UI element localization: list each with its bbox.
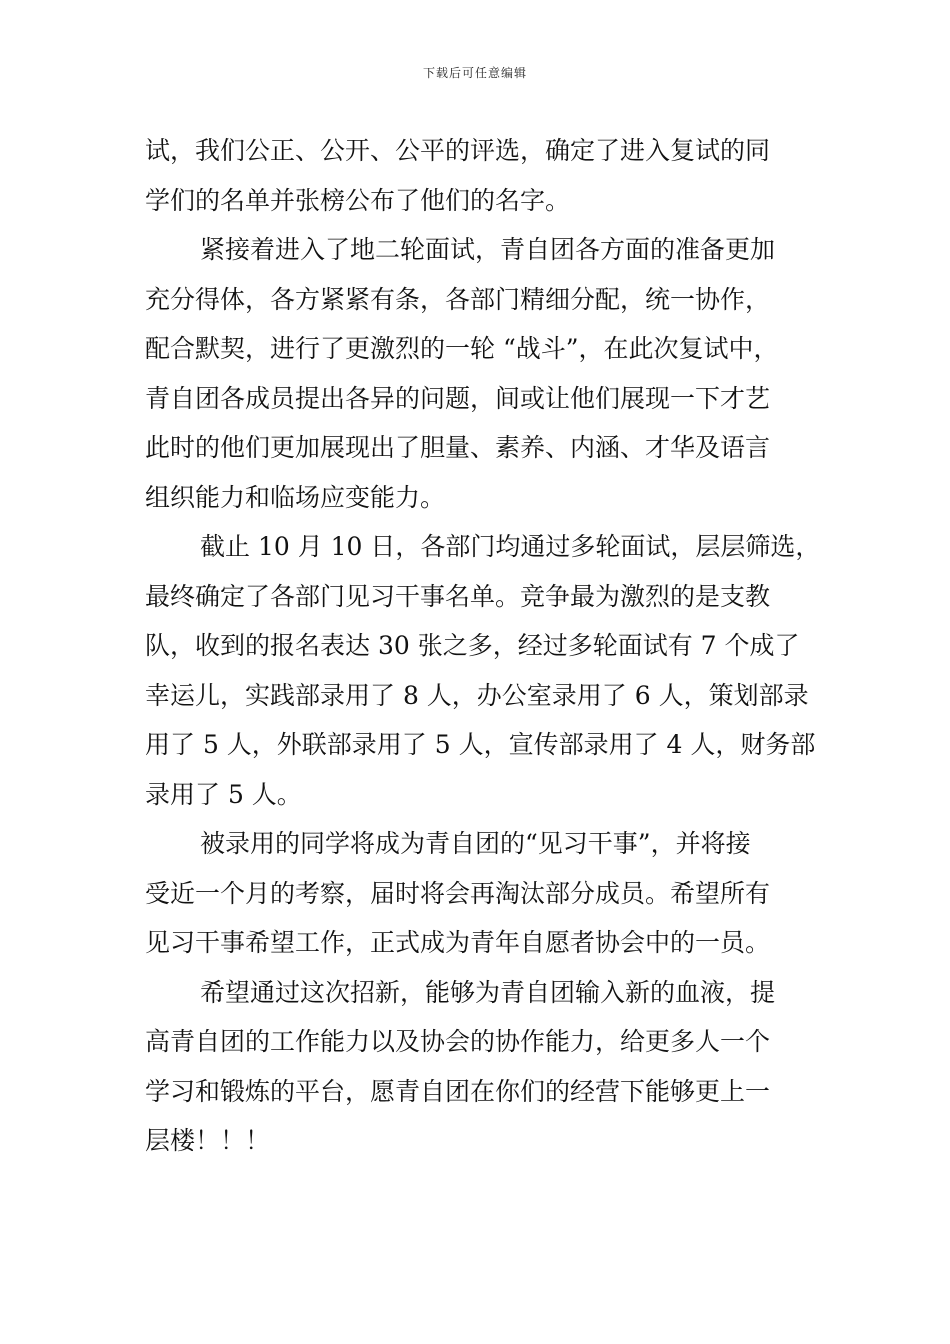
- page-header: 下载后可任意编辑: [422, 66, 527, 80]
- text-line: 组织能力和临场应变能力。: [145, 482, 446, 512]
- text-line: 录用了 5 人。: [145, 779, 302, 809]
- text-line: 配合默契，进行了更激烈的一轮 “战斗”，在此次复试中，: [145, 334, 779, 363]
- text-line: 截止 10 月 10 日，各部门均通过多轮面试，层层筛选，: [200, 532, 821, 561]
- text-line: 队，收到的报名表达 30 张之多，经过多轮面试有 7 个成了: [145, 631, 800, 660]
- text-line: 被录用的同学将成为青自团的“见习干事”，并将接: [200, 829, 751, 858]
- text-line: 试，我们公正、公开、公平的评选，确定了进入复试的同: [145, 136, 771, 165]
- text-line: 最终确定了各部门见习干事名单。竞争最为激烈的是支教: [145, 581, 771, 611]
- document-body: [145, 126, 821, 1166]
- text-line: 紧接着进入了地二轮面试，青自团各方面的准备更加: [200, 235, 776, 264]
- text-line: 见习干事希望工作，正式成为青年自愿者协会中的一员。: [145, 928, 771, 957]
- text-line: 用了 5 人，外联部录用了 5 人，宣传部录用了 4 人，财务部: [145, 730, 816, 759]
- text-line: 受近一个月的考察，届时将会再淘汰部分成员。希望所有: [145, 878, 771, 908]
- text-line: 此时的他们更加展现出了胆量、素养、内涵、才华及语言: [145, 433, 771, 462]
- text-line: 层楼！！！: [145, 1126, 271, 1155]
- text-line: 幸运儿，实践部录用了 8 人，办公室录用了 6 人，策划部录: [145, 680, 809, 710]
- text-line: 充分得体，各方紧紧有条，各部门精细分配，统一协作，: [145, 284, 771, 314]
- text-line: 学习和锻炼的平台，愿青自团在你们的经营下能够更上一: [145, 1076, 771, 1106]
- text-line: 高青自团的工作能力以及协会的协作能力，给更多人一个: [145, 1027, 771, 1056]
- text-line: 希望通过这次招新，能够为青自团输入新的血液，提: [200, 977, 776, 1007]
- text-line: 青自团各成员提出各异的问题，间或让他们展现一下才艺: [145, 383, 771, 413]
- text-line: 学们的名单并张榜公布了他们的名字。: [145, 185, 571, 215]
